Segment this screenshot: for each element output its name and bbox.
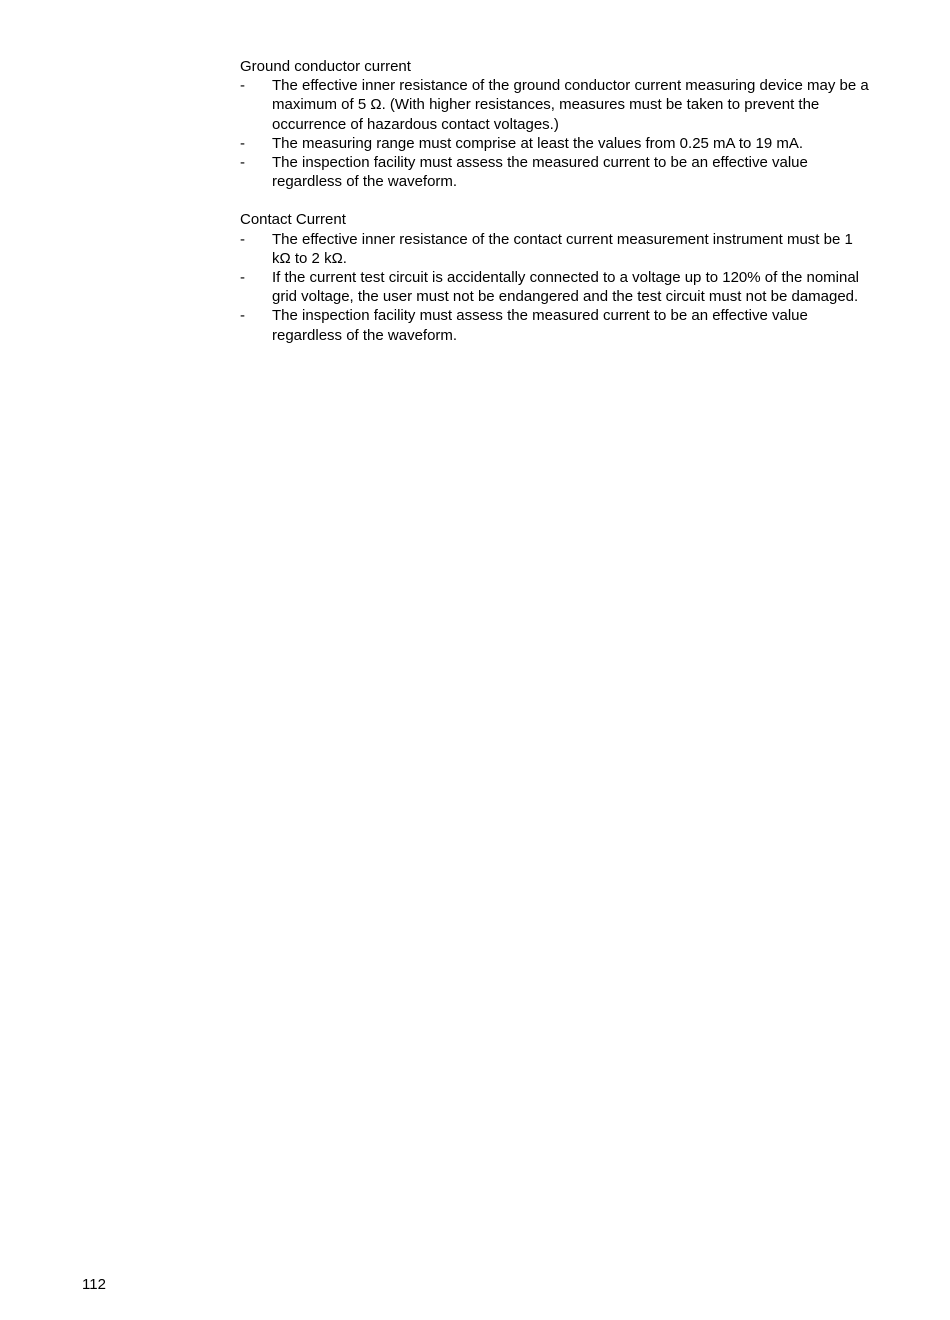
bullet-marker: - <box>240 154 245 172</box>
list-item-text: The effective inner resistance of the contact current measurement instrument must be 1 kΩ to 2 kΩ. <box>272 230 853 267</box>
bullet-marker: - <box>240 230 245 248</box>
list-item <box>240 306 870 344</box>
list-item <box>240 268 870 306</box>
section-heading: Contact Current <box>240 211 346 229</box>
section-heading: Ground conductor current <box>240 58 411 75</box>
list-item <box>240 153 870 191</box>
section-ground-conductor-current <box>240 57 870 191</box>
bullet-marker: - <box>240 269 245 287</box>
bullet-marker: - <box>240 307 245 325</box>
page-number: 112 <box>82 1276 106 1293</box>
list-item-text: The measuring range must comprise at least the values from 0.25 mA to 19 mA. <box>272 134 804 152</box>
list-item <box>240 76 870 134</box>
list-item-text: The inspection facility must assess the measured current to be an effective value regardless of the waveform. <box>272 154 808 191</box>
bullet-marker: - <box>240 134 245 152</box>
document-body <box>240 57 870 345</box>
list-item <box>240 134 870 153</box>
bullet-marker: - <box>240 77 245 95</box>
bullet-list <box>240 76 870 191</box>
list-item-text: The effective inner resistance of the ground conductor current measuring device may be a maximum of 5 Ω. (With higher resistances, measures must be taken to prevent the occurrence of hazardous contact voltages.) <box>272 77 869 133</box>
list-item <box>240 230 870 268</box>
bullet-list <box>240 230 870 345</box>
list-item-text: If the current test circuit is accidentally connected to a voltage up to 120% of the nominal grid voltage, the user must not be endangered and the test circuit must not be damaged. <box>272 269 859 306</box>
section-contact-current <box>240 210 870 344</box>
list-item-text: The inspection facility must assess the measured current to be an effective value regardless of the waveform. <box>272 307 808 344</box>
